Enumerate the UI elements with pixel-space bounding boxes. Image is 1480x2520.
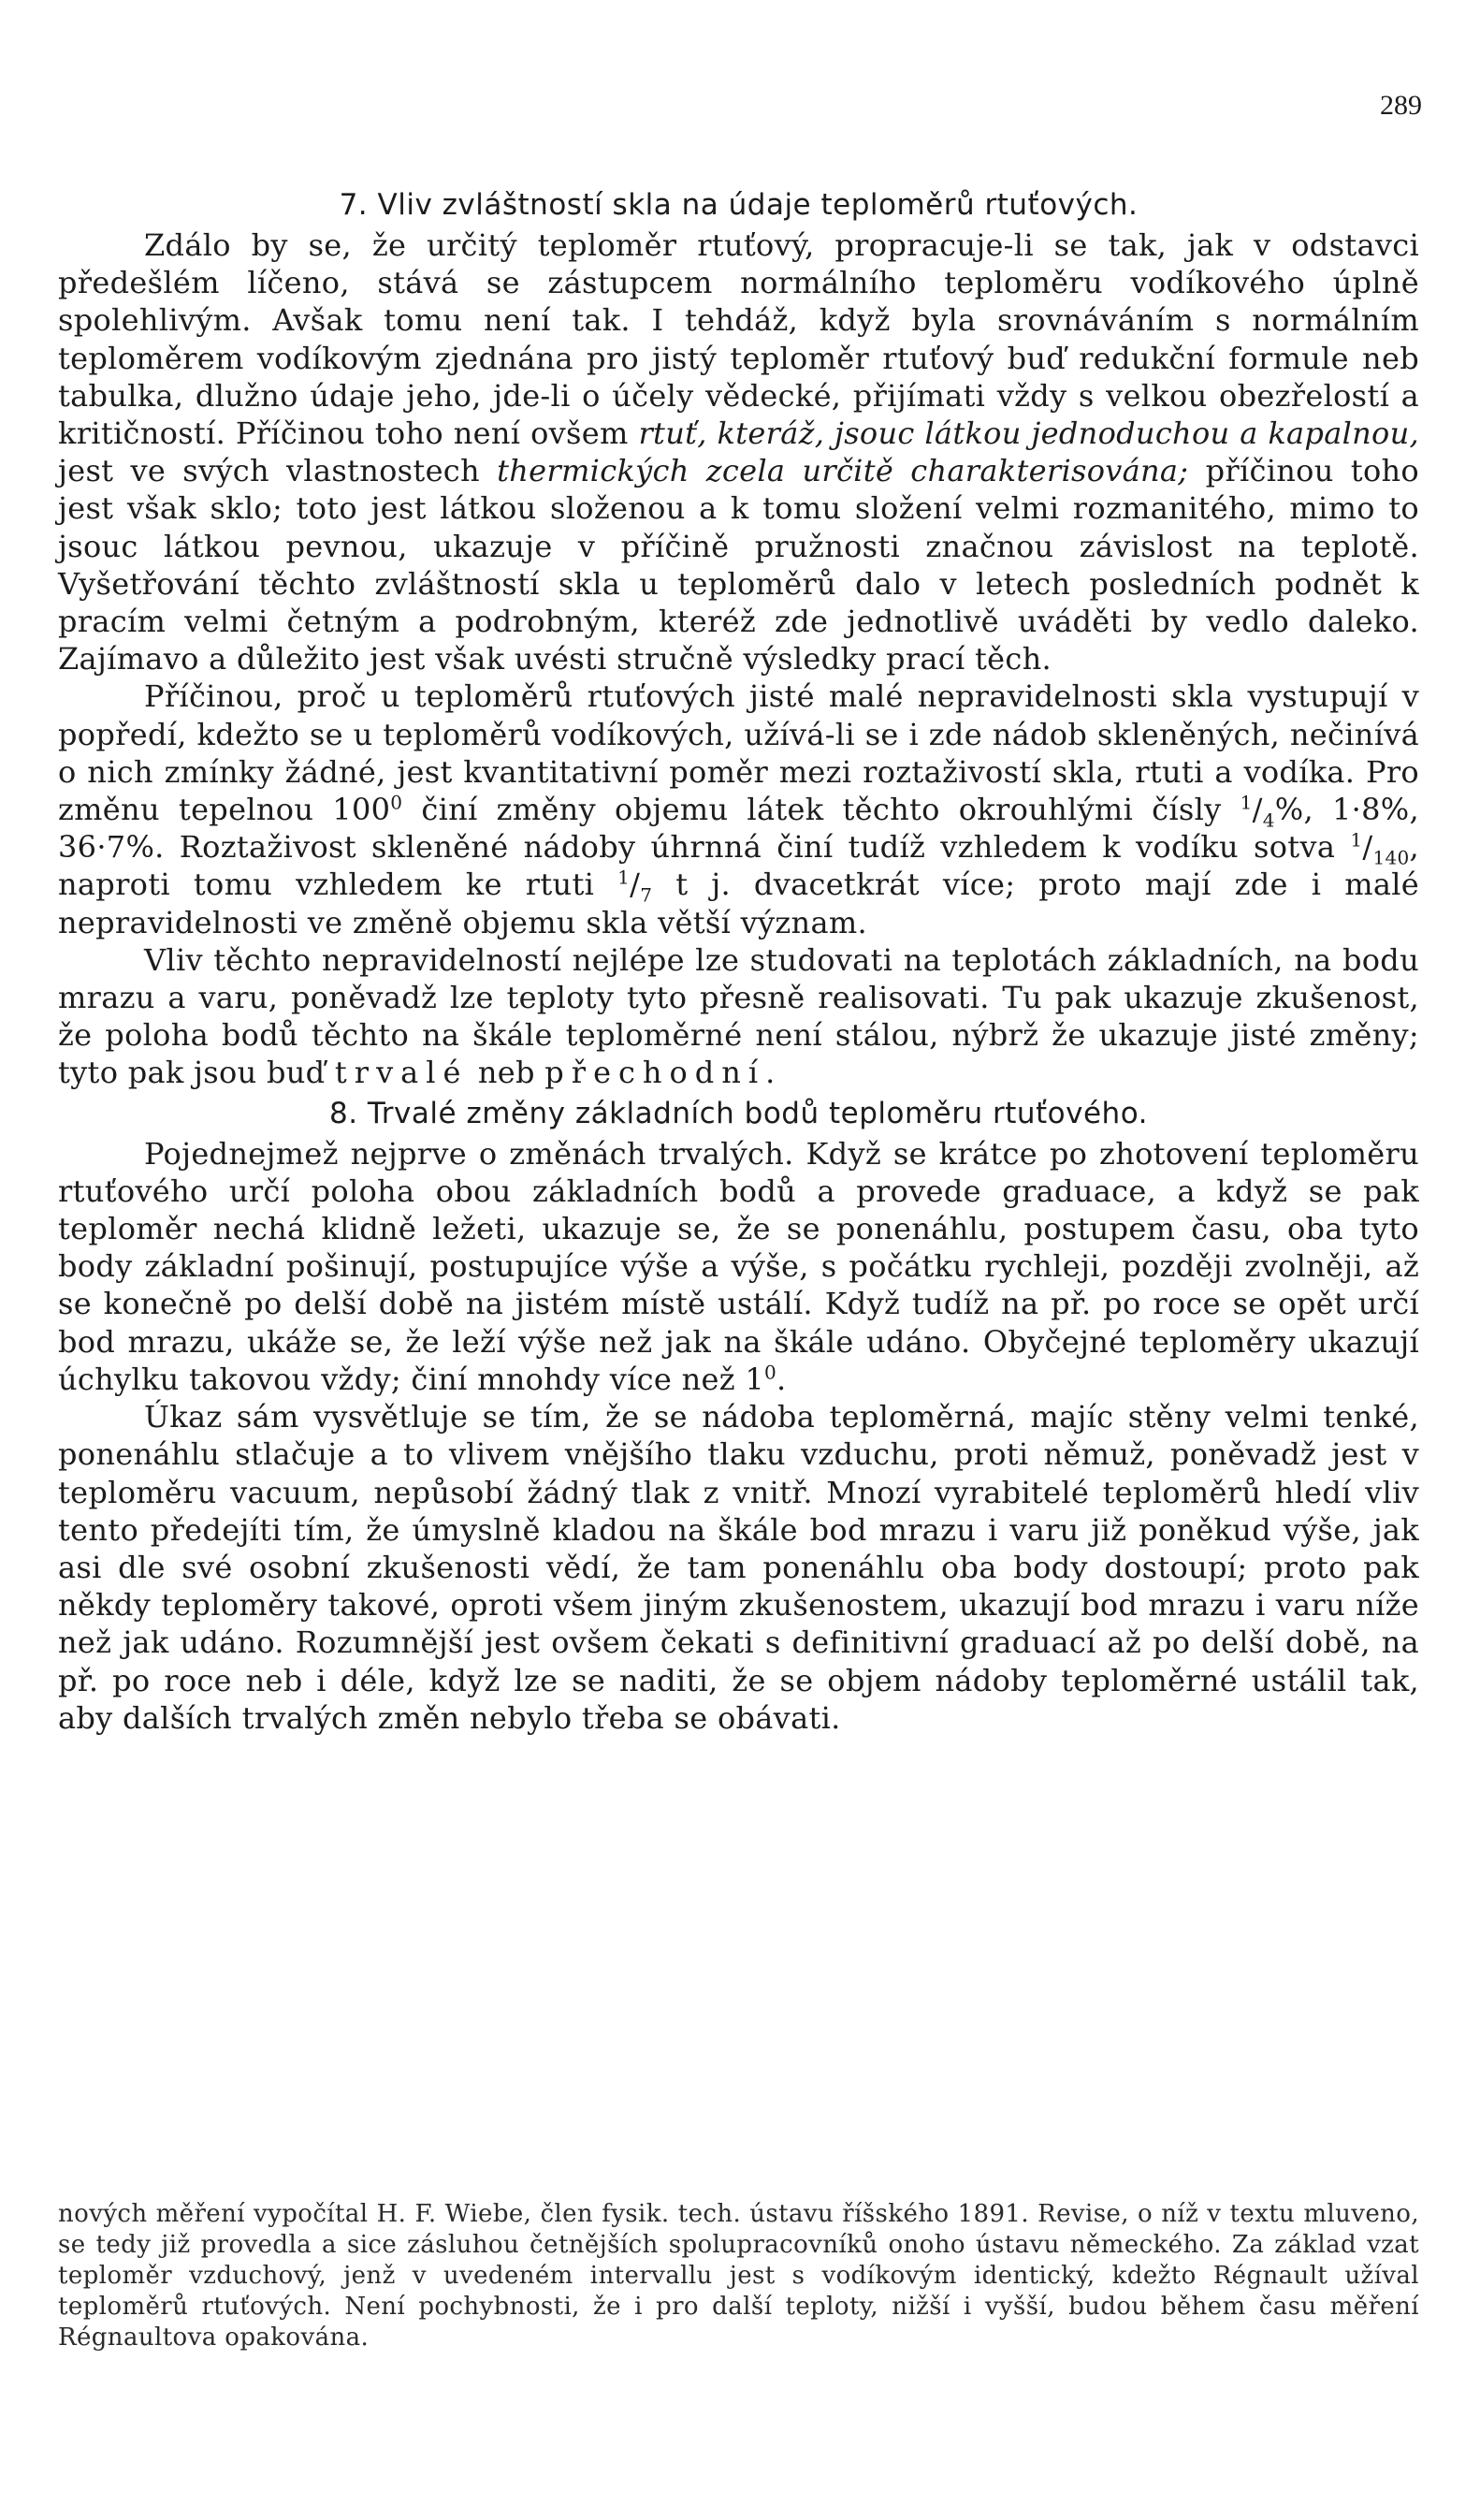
spaced-term-permanent: trvalé [334, 1055, 469, 1091]
percent-1: % [1274, 792, 1304, 828]
section-7-paragraph-2 [58, 677, 1419, 940]
section-7-paragraph-3 [58, 941, 1419, 1092]
s7p1-text-c: jest ve svých vlastnostech [58, 453, 480, 489]
fraction-denominator: 7 [640, 883, 653, 907]
fraction-one-140th: $^1/_{140}$ [1350, 828, 1410, 869]
fraction-quarter: $^1/_4$ [1240, 791, 1275, 832]
section-8-paragraph-2: Úkaz sám vysvětluje se tím, že se nádoba teploměrná, majíc stěny velmi tenké, ponenáhlu stlačuje a to vlivem vnějšího tlaku vzduchu, proti němuž, poněvadž jest v teploměru vacuum, nepůsobí žádný tlak z vnitř. Mnozí vyrabitelé teploměrů hledí vliv tento předejíti tím, že úmyslně kladou na škále bod mrazu i varu již poněkud výše, jak asi dle své osobní zkušenosti vědí, že tam ponenáhlu oba body dostoupí; proto pak někdy teploměry takové, oproti všem jiným zkušenostem, ukazují bod mrazu i varu níže než jak udáno. Rozumnější jest ovšem čekati s definitivní graduací až po delší době, na př. po roce neb i déle, když lze se naditi, že se objem nádoby teploměrné ustálil tak, aby dalších trvalých změn nebylo třeba se obávati. [58, 1399, 1419, 1736]
s7p3-text-a: Vliv těchto nepravidelností nejlépe lze studovati na teplotách základních, na bodu mrazu a varu, poněvadž lze teploty tyto přesně realisovati. Tu pak ukazuje zkušenost, že poloha bodů těchto na škále teploměrné není stálou, nýbrž že ukazuje jisté změny; tyto pak jsou buď [58, 941, 1419, 1091]
fraction-numerator: 1 [1240, 791, 1253, 814]
spaced-term-transient: přechodní. [544, 1055, 783, 1091]
degree-sign: 0 [764, 1361, 777, 1384]
footnote-text: nových měření vypočítal H. F. Wiebe, člen fysik. tech. ústavu říšského 1891. Revise, o níž v textu mluveno, se tedy již provedla a sice zásluhou četnějších spolupracovníků onoho ústavu německého. Za základ vzat teploměr vzduchový, jenž v uvedeném intervallu jest s vodíkovým identický, kdežto Régnault užíval teploměrů rtuťových. Není pochybnosti, že i pro další teploty, nižší i vyšší, budou během času měření Régnaultova opakována. [58, 2200, 1419, 2352]
value-3: , 36·7% [58, 792, 1419, 866]
s7p2-text-b: činí změny objemu látek těchto okrouhlými čísly [402, 792, 1241, 828]
fraction-numerator: 1 [1350, 828, 1363, 852]
fraction-numerator: 1 [617, 866, 631, 889]
s7p3-text-b: neb [468, 1055, 545, 1091]
section-7-heading: 7. Vliv zvláštností skla na údaje teploměrů rtuťových. [339, 188, 1139, 222]
fraction-denominator: 4 [1262, 808, 1275, 832]
s7p2-text-d: , naproti tomu vzhledem ke rtuti [58, 829, 1419, 903]
s7p2-text-c: . Roztaživost skleněné nádoby úhrnná činí tudíž vzhledem k vodíku sotva [154, 829, 1351, 866]
fraction-one-seventh: $^1/_7$ [617, 866, 653, 907]
s7p1-italic-b: rtuť, kteráž, jsouc látkou jednoduchou a kapalnou, [638, 415, 1419, 452]
degree-sign: 0 [390, 791, 403, 814]
page-body [58, 183, 1419, 1737]
fraction-denominator: 140 [1372, 846, 1410, 869]
s8p1-text-b: . [776, 1361, 787, 1397]
s7p1-italic-d: thermických zcela určitě charakterisována; [497, 453, 1189, 489]
s7p2-text-a: Příčinou, proč u teploměrů rtuťových jisté malé nepravidelnosti skla vystupují v popředí, kdežto se u teploměrů vodíkových, užívá-li se i zde nádob skleněných, nečinívá o nich zmínky žádné, jest kvantitativní poměr mezi roztaživostí skla, rtuti a vodíka. Pro změnu tepelnou 100 [58, 678, 1419, 828]
page-number: 289 [1380, 90, 1422, 121]
s7p2-text-e: t j. dvacetkrát více; proto mají zde i malé nepravidelnosti ve změně objemu skla větší význam. [58, 867, 1419, 940]
s7p1-text-a: Zdálo by se, že určitý teploměr rtuťový, propracuje-li se tak, jak v odstavci předešlém líčeno, stává se zástupcem normálního teploměru vodíkového úplně spolehlivým. Avšak tomu není tak. I tehdáž, když byla srovnáváním s normálním teploměrem vodíkovým zjednána pro jistý teploměr rtuťový buď redukční formule neb tabulka, dlužno údaje jeho, jde-li o účely vědecké, přijímati vždy s velkou obezřelostí a kritičností. Příčinou toho není ovšem [58, 227, 1419, 452]
section-8-paragraph-1 [58, 1135, 1419, 1398]
s8p1-text-a: Pojednejmež nejprve o změnách trvalých. Když se krátce po zhotovení teploměru rtuťového určí poloha obou základních bodů a provede graduace, a když se pak teploměr nechá klidně ležeti, ukazuje se, že se ponenáhlu, postupem času, oba tyto body základní pošinují, postupujíce výše a výše, s počátku rychleji, později zvolněji, až se konečně po delší době na jistém místě ustálí. Když tudíž na př. po roce se opět určí bod mrazu, ukáže se, že leží výše než jak na škále udáno. Obyčejné teploměry ukazují úchylku takovou vždy; činí mnohdy více než 1 [58, 1135, 1419, 1397]
section-8-heading: 8. Trvalé změny základních bodů teploměru rtuťového. [329, 1096, 1148, 1130]
s7p1-text-e: příčinou toho jest však sklo; toto jest látkou složenou a k tomu složení velmi rozmanitého, mimo to jsouc látkou pevnou, ukazuje v příčině pružnosti značnou závislost na teplotě. Vyšetřování těchto zvláštností skla u teploměrů dalo v letech posledních podnět k pracím velmi četným a podrobným, kteréž zde jednotlivě uváděti by vedlo daleko. Zajímavo a důležito jest však uvésti stručně výsledky prací těch. [58, 453, 1419, 677]
value-2: , 1·8% [1303, 792, 1410, 828]
footnote [58, 2199, 1419, 2353]
section-7-paragraph-1 [58, 226, 1419, 677]
